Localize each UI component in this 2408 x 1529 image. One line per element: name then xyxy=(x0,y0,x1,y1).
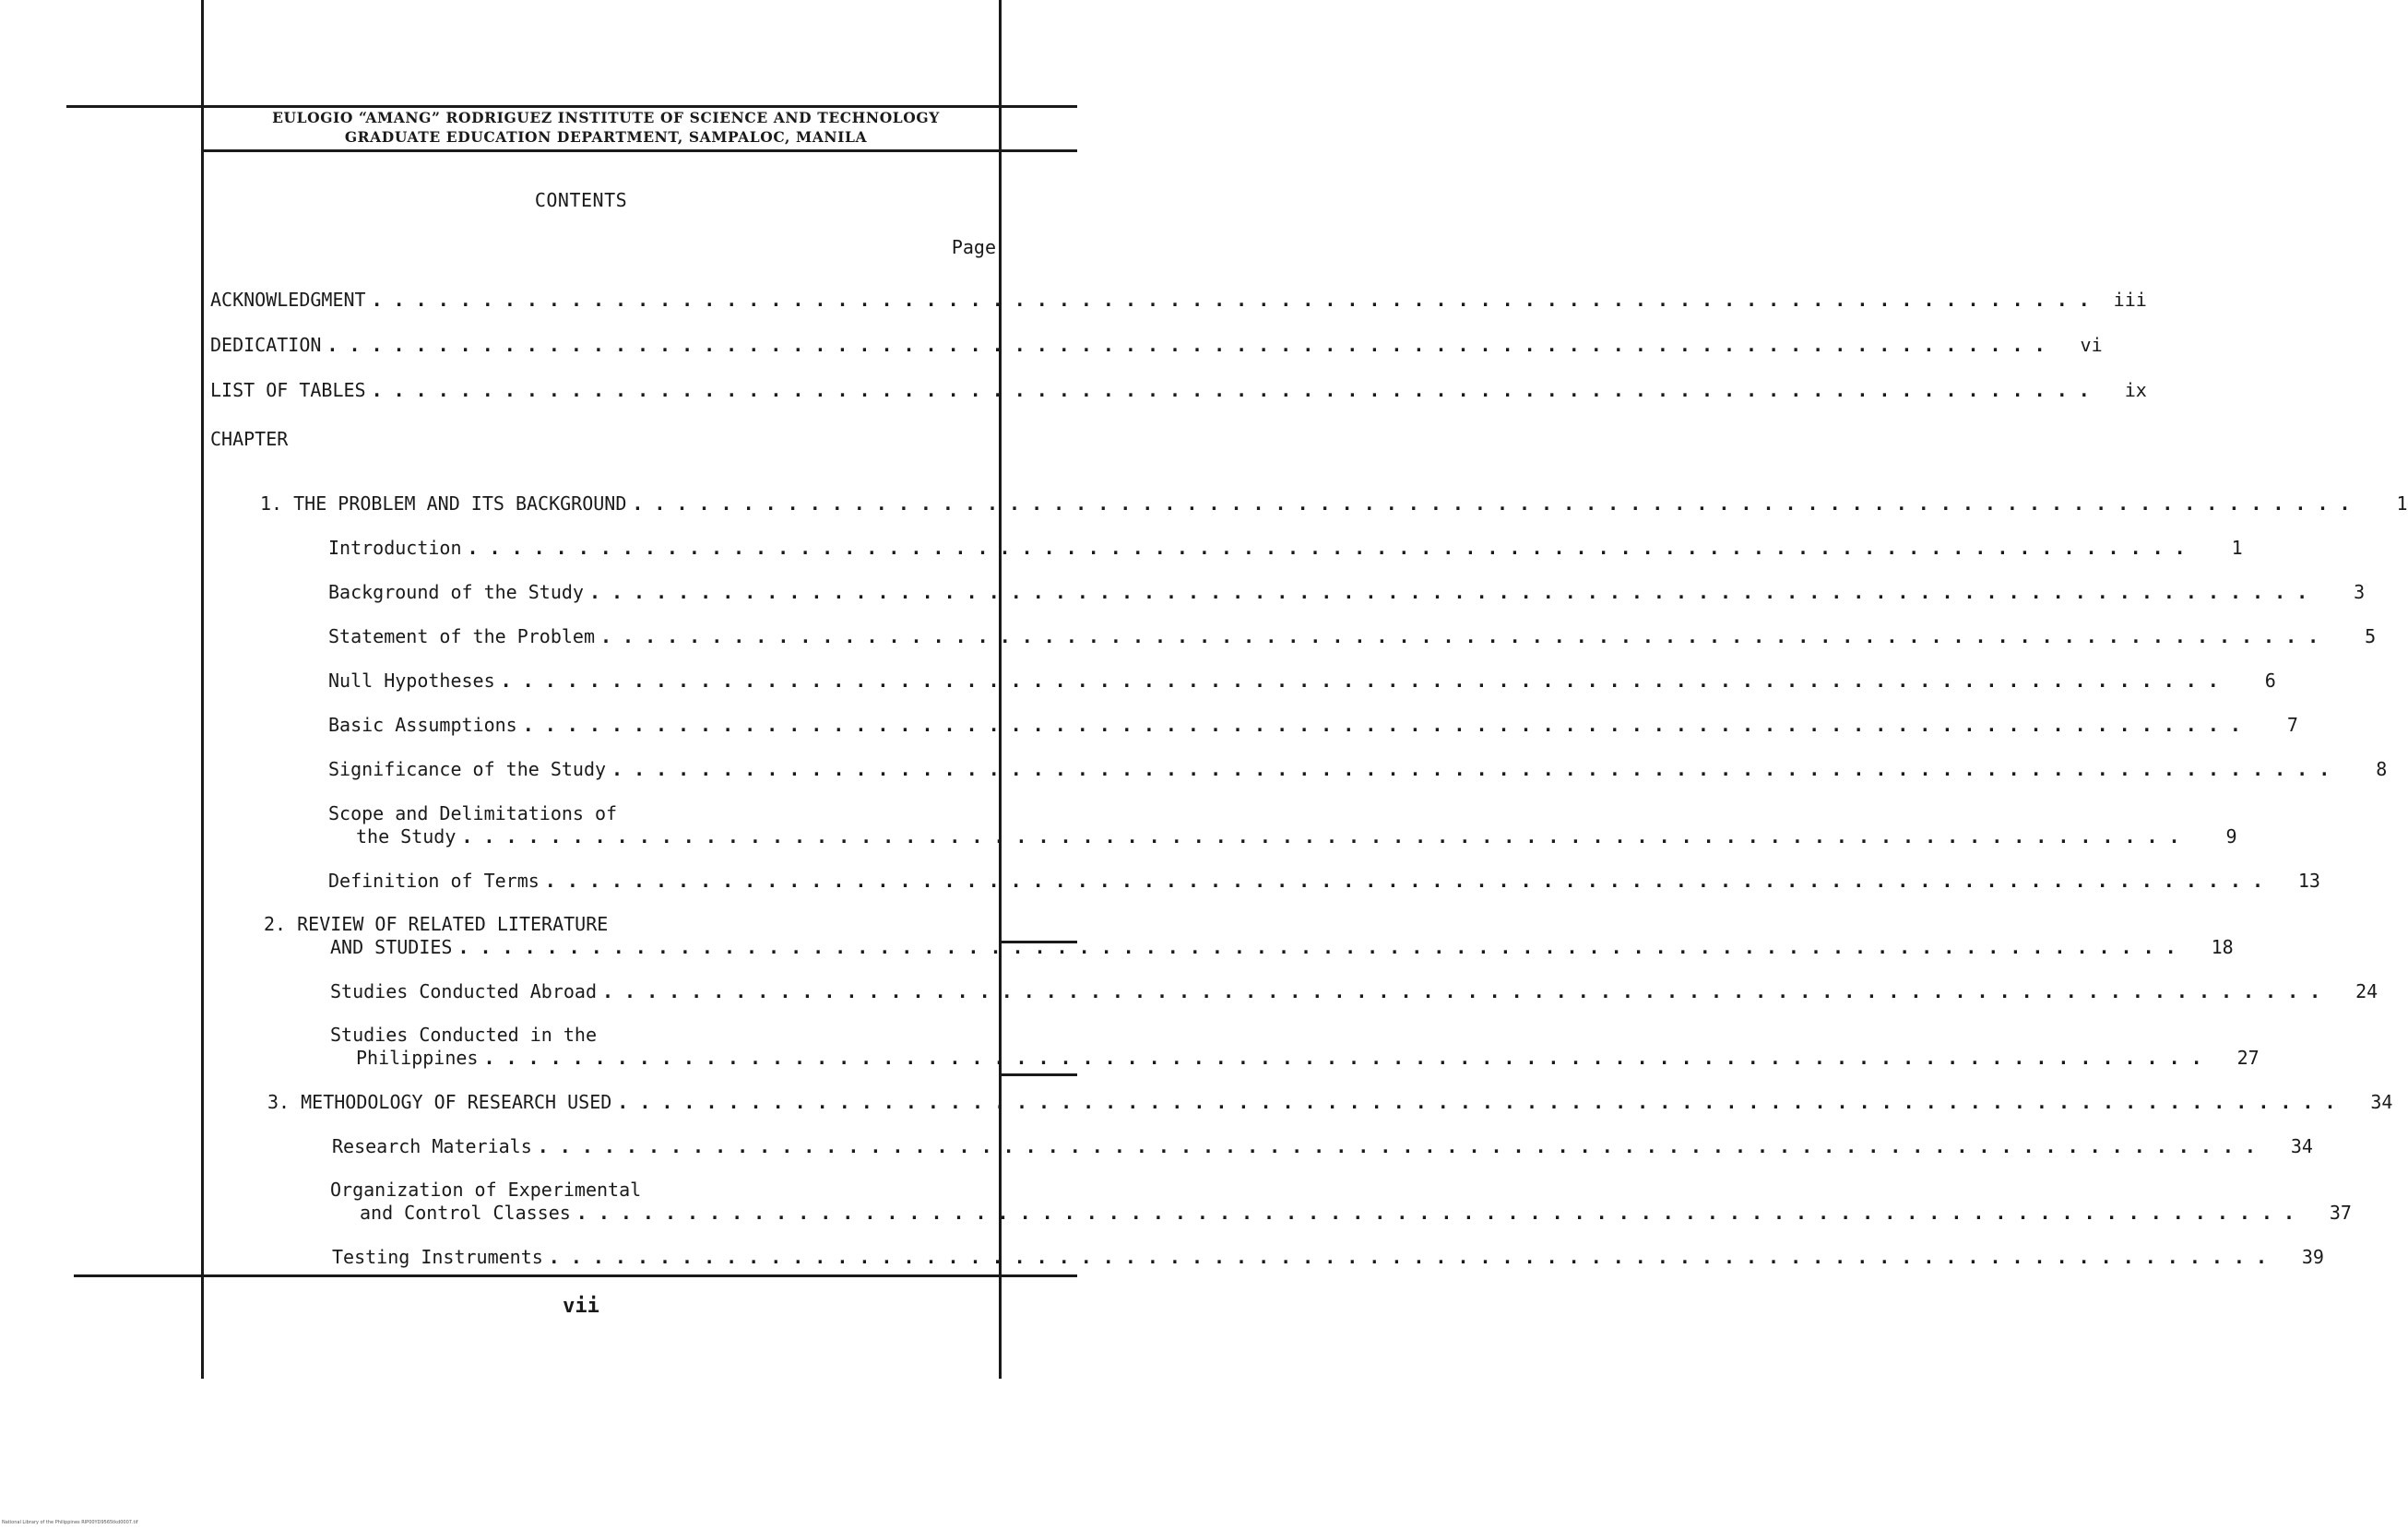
dot-leader: .............................................................................. xyxy=(611,758,2342,780)
toc-entry-null-hypotheses xyxy=(328,670,2276,693)
toc-entry-page: iii xyxy=(2113,289,2147,311)
toc-entry-studies-philippines xyxy=(330,1024,2260,1070)
toc-entry-title: Statement of the Problem xyxy=(328,625,595,647)
toc-entry-page: 6 xyxy=(2264,670,2276,692)
toc-entry-statement-of-problem xyxy=(328,625,2377,648)
toc-entry-title: Research Materials xyxy=(332,1135,532,1157)
dot-leader: .............................................................................. xyxy=(537,1135,2267,1157)
dot-leader: .............................................................................. xyxy=(544,870,2274,892)
dot-leader: .............................................................................. xyxy=(467,537,2197,559)
toc-entry-chapter-3 xyxy=(267,1091,2393,1114)
toc-entry-page: 13 xyxy=(2297,870,2320,892)
header-bottom-rule xyxy=(201,149,1077,152)
contents-title: CONTENTS xyxy=(534,189,628,211)
dot-leader: .............................................................................. xyxy=(500,670,2230,692)
dot-leader: .............................................................................. xyxy=(601,980,2332,1002)
toc-entry-page: 5 xyxy=(2365,625,2377,647)
dot-leader: .............................................................................. xyxy=(588,581,2319,603)
toc-entry-significance xyxy=(328,758,2388,781)
toc-entry-title-line1: Organization of Experimental xyxy=(330,1179,642,1201)
toc-entry-title: LIST OF TABLES xyxy=(210,379,366,401)
toc-entry-page: 34 xyxy=(2370,1091,2393,1113)
toc-entry-page: 24 xyxy=(2355,980,2378,1002)
institution-header xyxy=(205,108,1007,147)
institution-name: EULOGIO “AMANG” RODRIGUEZ INSTITUTE OF SCIENCE AND TECHNOLOGY xyxy=(272,109,940,126)
toc-entry-title: Null Hypotheses xyxy=(328,670,495,692)
chapter-label: CHAPTER xyxy=(210,428,289,450)
toc-entry-title: the Study xyxy=(356,825,457,847)
toc-entry-page: 37 xyxy=(2329,1202,2352,1224)
toc-entry-page: 1 xyxy=(2396,492,2408,515)
toc-entry-title-line1: Studies Conducted in the xyxy=(330,1024,597,1046)
toc-entry-title: ACKNOWLEDGMENT xyxy=(210,289,366,311)
department-name: GRADUATE EDUCATION DEPARTMENT, SAMPALOC, MANILA xyxy=(344,128,868,146)
dot-leader: .............................................................................. xyxy=(371,379,2101,401)
toc-entry-title: Significance of the Study xyxy=(328,758,607,780)
toc-entry-page: 9 xyxy=(2225,825,2237,847)
toc-entry-title: Definition of Terms xyxy=(328,870,540,892)
footer-rule xyxy=(74,1274,1077,1277)
dot-leader: .............................................................................. xyxy=(632,492,2362,515)
toc-entry-dedication xyxy=(210,334,2103,357)
toc-entry-title-line1: 2. REVIEW OF RELATED LITERATURE xyxy=(264,913,609,935)
toc-entry-title: Basic Assumptions xyxy=(328,714,517,736)
toc-entry-page: 39 xyxy=(2301,1246,2324,1268)
toc-entry-page: 27 xyxy=(2236,1047,2260,1069)
toc-entry-page: 1 xyxy=(2231,537,2243,559)
toc-entry-page: 7 xyxy=(2286,714,2298,736)
footer-page-number: vii xyxy=(563,1295,599,1318)
toc-entry-scope xyxy=(328,802,2237,848)
toc-entry-acknowledgment xyxy=(210,289,2147,312)
dot-leader: .............................................................................. xyxy=(522,714,2252,736)
dot-leader: .............................................................................. xyxy=(371,289,2101,311)
scan-source-note: National Library of the Philippines RIP00YD9565tkd0007.tif xyxy=(2,1520,138,1525)
toc-entry-page: ix xyxy=(2124,379,2147,401)
toc-entry-title: and Control Classes xyxy=(360,1202,571,1224)
toc-entry-page: 8 xyxy=(2376,758,2388,780)
toc-entry-page: 18 xyxy=(2211,936,2234,958)
toc-entry-title: 3. METHODOLOGY OF RESEARCH USED xyxy=(267,1091,612,1113)
toc-entry-title-line1: Scope and Delimitations of xyxy=(328,802,618,824)
toc-entry-chapter-2 xyxy=(264,913,2234,959)
toc-entry-background xyxy=(328,581,2366,604)
toc-entry-page: 34 xyxy=(2290,1135,2313,1157)
toc-entry-introduction xyxy=(328,537,2243,560)
dot-leader: .............................................................................. xyxy=(483,1047,2213,1069)
toc-entry-page: vi xyxy=(2080,334,2103,356)
toc-entry-basic-assumptions xyxy=(328,714,2298,737)
dot-leader: .............................................................................. xyxy=(457,936,2188,958)
toc-entry-title: Studies Conducted Abroad xyxy=(330,980,597,1002)
dot-leader: .............................................................................. xyxy=(599,625,2331,647)
dot-leader: .............................................................................. xyxy=(575,1202,2306,1224)
toc-entry-studies-abroad xyxy=(330,980,2378,1003)
dot-leader: .............................................................................. xyxy=(548,1246,2278,1268)
toc-entry-chapter-1 xyxy=(260,492,2408,516)
toc-entry-title: DEDICATION xyxy=(210,334,322,356)
toc-entry-title: Philippines xyxy=(356,1047,479,1069)
toc-entry-title: Background of the Study xyxy=(328,581,584,603)
toc-entry-page: 3 xyxy=(2354,581,2366,603)
toc-entry-title: Introduction xyxy=(328,537,462,559)
toc-entry-title: Testing Instruments xyxy=(332,1246,543,1268)
dot-leader: .............................................................................. xyxy=(326,334,2057,356)
dot-leader: .............................................................................. xyxy=(617,1091,2347,1113)
toc-entry-list-of-tables xyxy=(210,379,2147,402)
dot-leader: .............................................................................. xyxy=(461,825,2191,847)
page-column-label: Page xyxy=(951,236,996,258)
toc-entry-organization xyxy=(330,1179,2352,1225)
margin-mark-2 xyxy=(1002,1073,1077,1076)
toc-entry-definition-of-terms xyxy=(328,870,2320,893)
toc-entry-title: AND STUDIES xyxy=(330,936,453,958)
toc-entry-testing-instruments xyxy=(332,1246,2324,1269)
toc-entry-title: 1. THE PROBLEM AND ITS BACKGROUND xyxy=(260,492,627,515)
toc-entry-research-materials xyxy=(332,1135,2313,1158)
